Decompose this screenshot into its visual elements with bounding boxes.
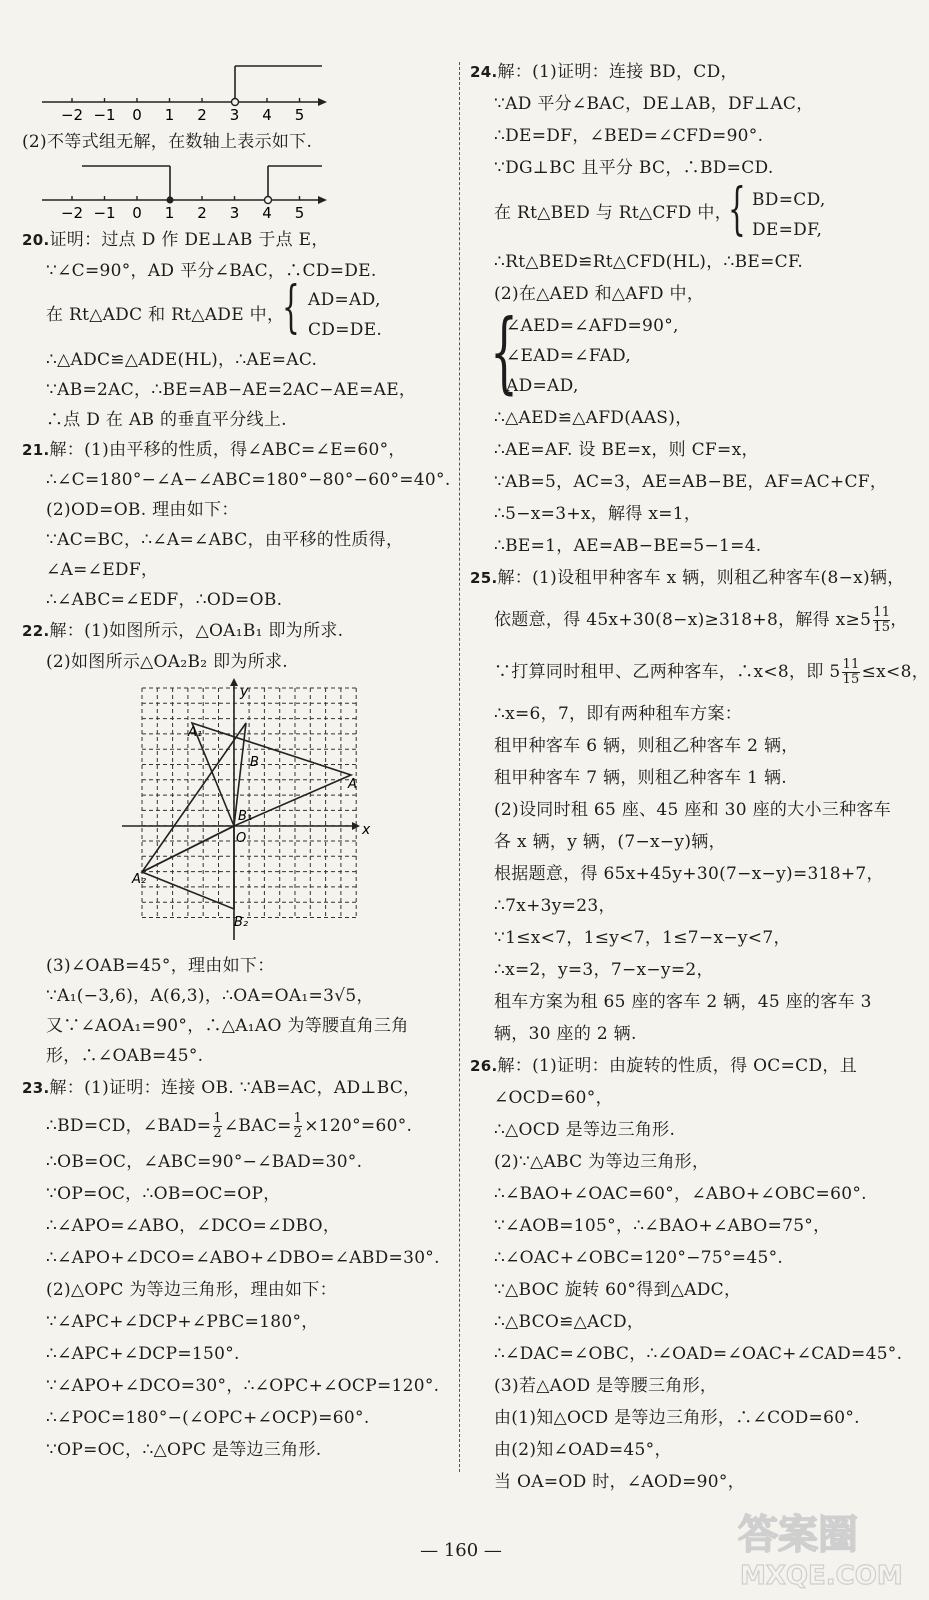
point-a1-label: A₁ xyxy=(188,725,203,740)
q25-line8: 各 x 辆，y 辆，(7−x−y)辆， xyxy=(494,832,726,852)
q26-line14: 当 OA=OD 时，∠AOD=90°， xyxy=(494,1472,745,1492)
q23-line12: ∵OP=OC，∴△OPC 是等边三角形. xyxy=(46,1440,322,1460)
q25-line11: ∵1≤x<7，1≤y<7，1≤7−x−y<7， xyxy=(494,928,791,948)
origin-label: O xyxy=(236,831,247,846)
point-a2-label: A₂ xyxy=(132,872,147,887)
q23-line1: 23.解：(1)证明：连接 OB. ∵AB=AC，AD⊥BC， xyxy=(22,1078,421,1098)
number-line-1-tick-label: 4 xyxy=(262,106,272,124)
q25-line12: ∴x=2，y=3，7−x−y=2， xyxy=(494,960,714,980)
q24-brace-1: { xyxy=(728,177,746,242)
q25-line14: 辆，30 座的 2 辆. xyxy=(494,1024,637,1044)
y-axis-label: y xyxy=(240,684,249,700)
q26-line2: ∠OCD=60°， xyxy=(494,1088,613,1108)
point-b-label: B xyxy=(250,755,259,770)
watermark-url: MXQE.COM xyxy=(740,1561,903,1591)
q23-line8: ∵∠APC+∠DCP+∠PBC=180°， xyxy=(46,1312,319,1332)
q22-line5: 又∵∠AOA₁=90°，∴△A₁AO 为等腰直角三角 xyxy=(46,1016,409,1036)
q24-line4: ∵DG⊥BC 且平分 BC，∴BD=CD. xyxy=(494,158,774,178)
q26-line8: ∵△BOC 旋转 60°得到△ADC， xyxy=(494,1280,742,1300)
number-line-1 xyxy=(22,58,332,124)
watermark-brand: 答案圈 xyxy=(738,1512,858,1558)
number-line-2-tick-label: 4 xyxy=(262,204,272,222)
q26-line11: (3)若△AOD 是等腰三角形， xyxy=(494,1376,718,1396)
q23-line2: ∴BD=CD，∠BAD= $\frac{1}{2}$ ∠BAC= $\frac{1}{2}$ ×120°=60°. xyxy=(46,1111,413,1141)
q24-line5: 在 Rt△BED 与 Rt△CFD 中， xyxy=(494,203,732,223)
point-b1-label: B₁ xyxy=(238,809,253,824)
q23-line9: ∴∠APC+∠DCP=150°. xyxy=(46,1344,240,1364)
q23-line11: ∴∠POC=180°−(∠OPC+∠OCP)=60°. xyxy=(46,1408,370,1428)
q19-part2: (2)不等式组无解，在数轴上表示如下. xyxy=(22,132,313,152)
q24-line12: ∴BE=1，AE=AB−BE=5−1=4. xyxy=(494,536,762,556)
q20-line4: ∴△ADC≌△ADE(HL)，∴AE=AC. xyxy=(46,350,318,370)
number-line-2-tick-label: 5 xyxy=(294,204,305,222)
fraction-11-15-1: $\frac{11}{15}$ xyxy=(873,605,891,635)
q24-line6: ∴Rt△BED≌Rt△CFD(HL)，∴BE=CF. xyxy=(494,252,804,272)
number-line-2-tick-label: 0 xyxy=(132,204,142,222)
q24-brace-2: { xyxy=(490,300,518,403)
coordinate-grid-figure xyxy=(122,678,372,948)
q23-line7: (2)△OPC 为等边三角形，理由如下： xyxy=(46,1280,337,1300)
q24-line3: ∴DE=DF，∠BED=∠CFD=90°. xyxy=(494,126,764,146)
q26-line9: ∴△BCO≌△ACD， xyxy=(494,1312,645,1332)
q24-line1: 24.解：(1)证明：连接 BD，CD， xyxy=(470,62,738,82)
q25-line13: 租车方案为租 65 座的客车 2 辆，45 座的客车 3 xyxy=(494,992,872,1012)
number-line-1-tick-label: 3 xyxy=(229,106,240,124)
q24-line7: (2)在△AED 和△AFD 中， xyxy=(494,284,705,304)
number-line-2-tick-label: −1 xyxy=(93,204,116,222)
q26-line12: 由(1)知△OCD 是等边三角形，∴∠COD=60°. xyxy=(494,1408,860,1428)
fraction-11-15-2: $\frac{11}{15}$ xyxy=(842,657,860,687)
q24-line8: ∴△AED≌△AFD(AAS)， xyxy=(494,408,693,428)
q21-line2: ∴∠C=180°−∠A−∠ABC=180°−80°−60°=40°. xyxy=(46,470,451,490)
number-line-1-tick-label: 2 xyxy=(197,106,207,124)
q26-line5: ∴∠BAO+∠OAC=60°，∠ABO+∠OBC=60°. xyxy=(494,1184,867,1204)
page-number: — 160 — xyxy=(420,1540,502,1561)
q25-line3: ∵打算同时租甲、乙两种客车，∴x<8，即 5 $\frac{11}{15}$ ≤x<8， xyxy=(494,657,929,687)
q20-line5: ∵AB=2AC，∴BE=AB−AE=2AC−AE=AE， xyxy=(46,380,417,400)
q24-line10: ∵AB=5，AC=3，AE=AB−BE，AF=AC+CF， xyxy=(494,472,888,492)
q26-line10: ∴∠DAC=∠OBC，∴∠OAD=∠OAC+∠CAD=45°. xyxy=(494,1344,903,1364)
fraction-half-1: $\frac{1}{2}$ xyxy=(213,1111,222,1141)
q22-line3: (3)∠OAB=45°，理由如下： xyxy=(46,956,275,976)
point-a-label: A xyxy=(348,777,357,792)
q21-line5: ∠A=∠EDF， xyxy=(46,560,159,580)
q25-line4: ∴x=6，7，即有两种租车方案： xyxy=(494,704,743,724)
q21-line1: 21.解：(1)由平移的性质，得∠ABC=∠E=60°， xyxy=(22,440,406,460)
q24-brace2-line3: AD=AD, xyxy=(506,376,579,396)
q20-line3: 在 Rt△ADC 和 Rt△ADE 中， xyxy=(46,305,285,325)
number-line-1-tick-label: 1 xyxy=(164,106,175,124)
q20-brace-line2: CD=DE. xyxy=(308,320,383,340)
q25-line2: 依题意，得 45x+30(8−x)≥318+8，解得 x≥5 $\frac{11}{15}$ ， xyxy=(494,605,908,635)
q20-line2: ∵∠C=90°，AD 平分∠BAC，∴CD=DE. xyxy=(46,261,377,281)
q26-line1: 26.解：(1)证明：由旋转的性质，得 OC=CD，且 xyxy=(470,1056,857,1076)
q22-line4: ∵A₁(−3,6)，A(6,3)，∴OA=OA₁=3√5， xyxy=(46,986,374,1006)
number-line-2-tick-label: 1 xyxy=(164,204,175,222)
number-line-2 xyxy=(22,156,332,222)
fraction-half-2: $\frac{1}{2}$ xyxy=(293,1111,303,1141)
number-line-2-tick-label: 2 xyxy=(197,204,207,222)
q25-line9: 根据题意，得 65x+45y+30(7−x−y)=318+7， xyxy=(494,864,884,884)
q26-line3: ∴△OCD 是等边三角形. xyxy=(494,1120,676,1140)
q25-line7: (2)设同时租 65 座、45 座和 30 座的大小三种客车 xyxy=(494,800,891,820)
q20-brace: { xyxy=(282,275,300,340)
q24-brace2-line2: ∠EAD=∠FAD, xyxy=(506,346,632,366)
q24-line2: ∵AD 平分∠BAC，DE⊥AB，DF⊥AC， xyxy=(494,94,814,114)
number-line-1-tick-label: 5 xyxy=(294,106,305,124)
number-line-1-tick-label: 0 xyxy=(132,106,142,124)
q25-line6: 租甲种客车 7 辆，则租乙种客车 1 辆. xyxy=(494,768,787,788)
number-line-1-tick-label: −2 xyxy=(60,106,84,124)
watermark-logo xyxy=(732,1498,910,1594)
q23-line10: ∵∠APO+∠DCO=30°，∴∠OPC+∠OCP=120°. xyxy=(46,1376,440,1396)
q23-line5: ∴∠APO=∠ABO，∠DCO=∠DBO， xyxy=(46,1216,341,1236)
q21-line3: (2)OD=OB. 理由如下： xyxy=(46,500,239,520)
q26-line7: ∴∠OAC+∠OBC=120°−75°=45°. xyxy=(494,1248,784,1268)
q20-line6: ∴点 D 在 AB 的垂直平分线上. xyxy=(46,410,287,430)
q23-line4: ∵OP=OC，∴OB=OC=OP， xyxy=(46,1184,281,1204)
number-line-2-tick-label: −2 xyxy=(60,204,84,222)
number-line-1-tick-label: −1 xyxy=(93,106,116,124)
q25-line5: 租甲种客车 6 辆，则租乙种客车 2 辆， xyxy=(494,736,799,756)
number-line-2-tick-label: 3 xyxy=(229,204,240,222)
q24-brace1-line2: DE=DF, xyxy=(752,220,823,240)
column-divider xyxy=(459,62,460,1472)
q26-line6: ∵∠AOB=105°，∴∠BAO+∠ABO=75°， xyxy=(494,1216,831,1236)
q23-line3: ∴OB=OC，∠ABC=90°−∠BAD=30°. xyxy=(46,1152,363,1172)
q24-brace2-line1: ∠AED=∠AFD=90°, xyxy=(506,316,679,336)
q26-line13: 由(2)知∠OAD=45°， xyxy=(494,1440,672,1460)
q26-line4: (2)∵△ABC 为等边三角形， xyxy=(494,1152,710,1172)
x-axis-label: x xyxy=(362,822,371,838)
q25-line10: ∴7x+3y=23， xyxy=(494,896,616,916)
q24-line9: ∴AE=AF. 设 BE=x，则 CF=x， xyxy=(494,440,759,460)
q22-line1: 22.解：(1)如图所示，△OA₁B₁ 即为所求. xyxy=(22,621,344,641)
q24-line11: ∴5−x=3+x，解得 x=1， xyxy=(494,504,702,524)
point-b2-label: B₂ xyxy=(234,915,249,930)
q20-brace-line1: AD=AD, xyxy=(308,290,381,310)
q22-line6: 形，∴∠OAB=45°. xyxy=(46,1046,204,1066)
q22-line2: (2)如图所示△OA₂B₂ 即为所求. xyxy=(46,652,288,672)
q23-line6: ∴∠APO+∠DCO=∠ABO+∠DBO=∠ABD=30°. xyxy=(46,1248,440,1268)
q25-line1: 25.解：(1)设租甲种客车 x 辆，则租乙种客车(8−x)辆， xyxy=(470,568,905,588)
q20-line1: 20.证明：过点 D 作 DE⊥AB 于点 E， xyxy=(22,230,329,250)
q21-line4: ∵AC=BC，∴∠A=∠ABC，由平移的性质得， xyxy=(46,530,404,550)
q21-line6: ∴∠ABC=∠EDF，∴OD=OB. xyxy=(46,590,283,610)
q24-brace1-line1: BD=CD, xyxy=(752,190,826,210)
